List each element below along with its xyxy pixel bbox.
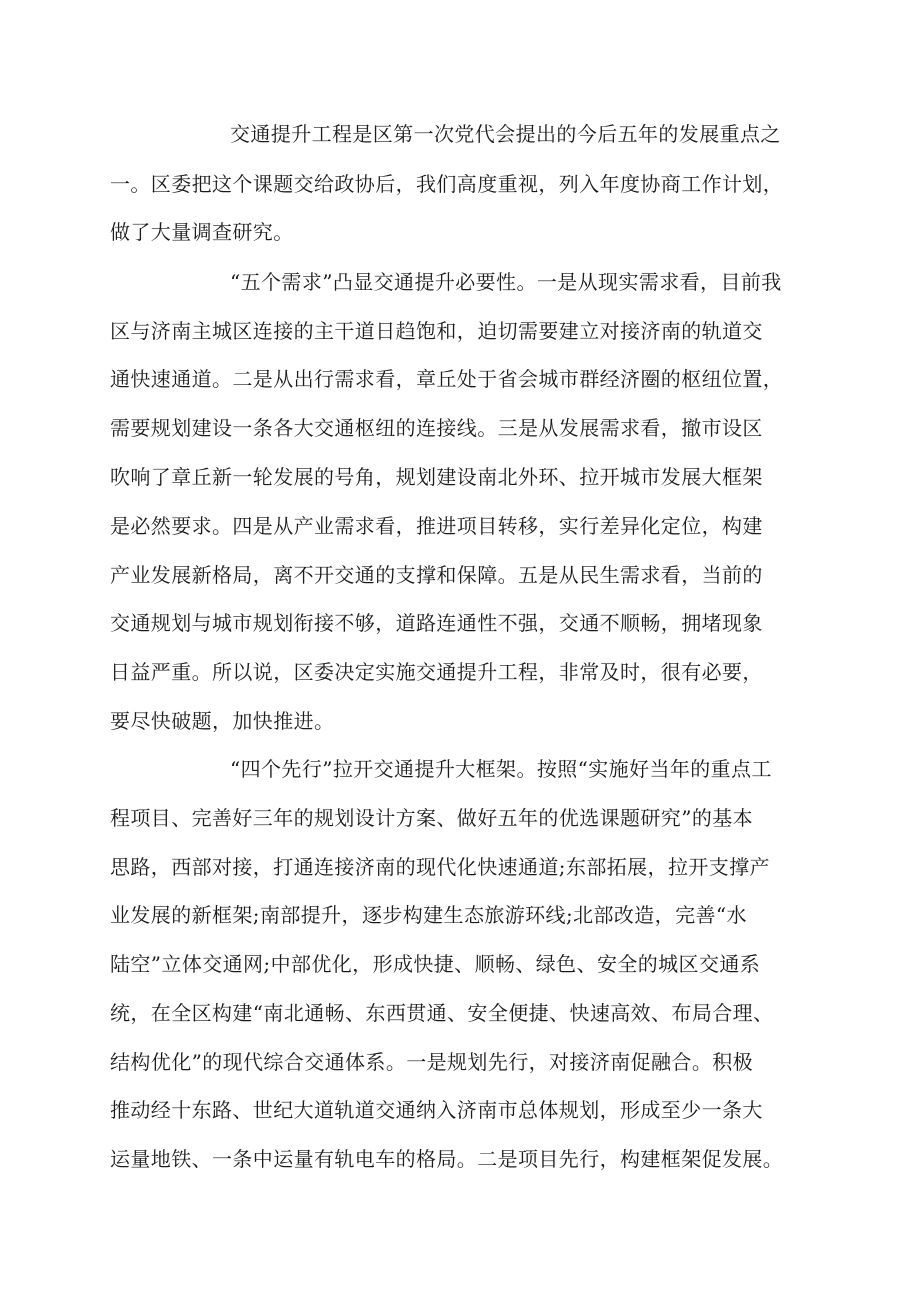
- paragraph-3-line-6: 统，在全区构建“南北通畅、东西贯通、安全便捷、快速高效、布局合理、: [110, 1001, 774, 1025]
- paragraph-2-line-8: 交通规划与城市规划衔接不够，道路连通性不强，交通不顺畅，拥堵现象: [110, 611, 763, 635]
- paragraph-2-line-2: 区与济南主城区连接的主干道日趋饱和，迫切需要建立对接济南的轨道交: [110, 319, 763, 343]
- paragraph-3-line-1: “四个先行”拉开交通提升大框架。按照“实施好当年的重点工: [230, 757, 772, 781]
- paragraph-3-line-3: 思路，西部对接，打通连接济南的现代化快速通道;东部拓展，拉开支撑产: [110, 855, 770, 879]
- paragraph-1-line-1: 交通提升工程是区第一次党代会提出的今后五年的发展重点之: [230, 122, 781, 146]
- paragraph-2-line-4: 需要规划建设一条各大交通枢纽的连接线。三是从发展需求看，撤市设区: [110, 416, 763, 440]
- paragraph-3-line-8: 推动经十东路、世纪大道轨道交通纳入济南市总体规划，形成至少一条大: [110, 1098, 763, 1122]
- paragraph-3-line-2: 程项目、完善好三年的规划设计方案、做好五年的优选课题研究”的基本: [110, 806, 754, 830]
- paragraph-3-line-5: 陆空”立体交通网;中部优化，形成快捷、顺畅、绿色、安全的城区交通系: [110, 952, 761, 976]
- paragraph-3-line-7: 结构优化”的现代综合交通体系。一是规划先行，对接济南促融合。积极: [110, 1050, 754, 1074]
- paragraph-3-line-4: 业发展的新框架;南部提升，逐步构建生态旅游环线;北部改造，完善“水: [110, 903, 747, 927]
- paragraph-2-line-10: 要尽快破题，加快推进。: [110, 709, 335, 733]
- paragraph-2-line-6: 是必然要求。四是从产业需求看，推进项目转移，实行差异化定位，构建: [110, 514, 763, 538]
- paragraph-3-line-9: 运量地铁、一条中运量有轨电车的格局。二是项目先行，构建框架促发展。: [110, 1147, 784, 1171]
- paragraph-2-line-1: “五个需求”凸显交通提升必要性。一是从现实需求看，目前我: [230, 270, 782, 294]
- paragraph-2-line-9: 日益严重。所以说，区委决定实施交通提升工程，非常及时，很有必要，: [110, 660, 763, 684]
- paragraph-2-line-3: 通快速通道。二是从出行需求看，章丘处于省会城市群经济圈的枢纽位置，: [110, 367, 784, 391]
- paragraph-2-line-5: 吹响了章丘新一轮发展的号角，规划建设南北外环、拉开城市发展大框架: [110, 465, 763, 489]
- paragraph-1-line-3: 做了大量调查研究。: [110, 220, 294, 244]
- paragraph-1-line-2: 一。区委把这个课题交给政协后，我们高度重视，列入年度协商工作计划，: [110, 172, 784, 196]
- paragraph-2-line-7: 产业发展新格局，离不开交通的支撑和保障。五是从民生需求看，当前的: [110, 563, 763, 587]
